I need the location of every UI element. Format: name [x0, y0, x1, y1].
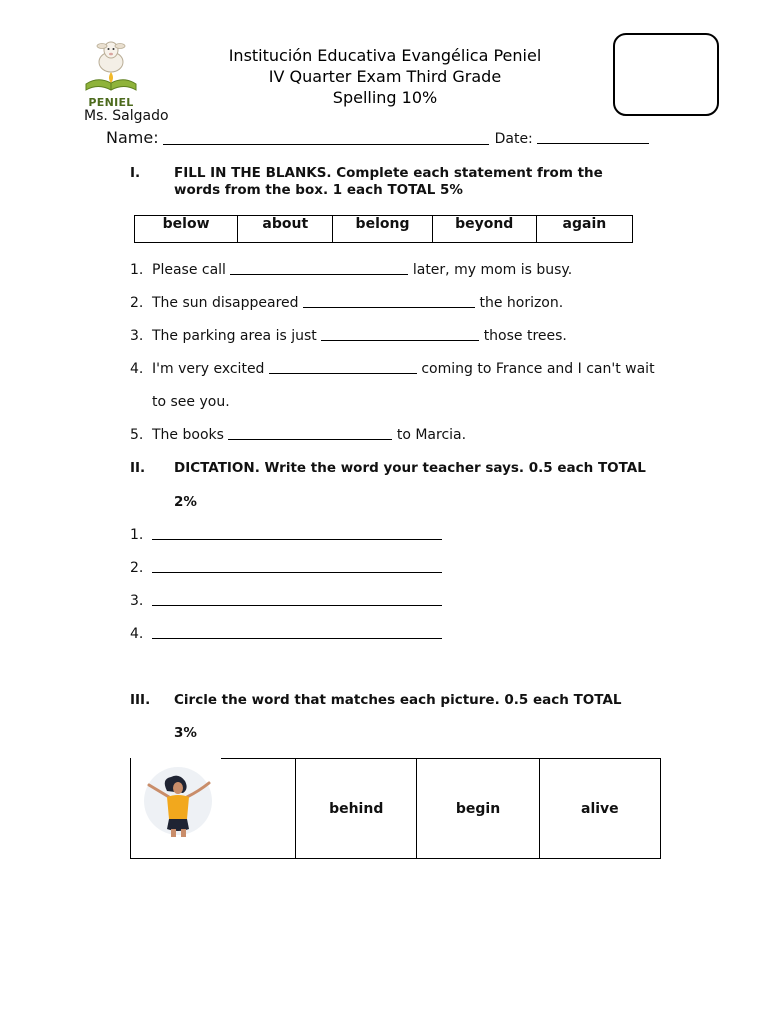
answer-blank[interactable]: [303, 295, 475, 308]
name-field[interactable]: [163, 130, 489, 145]
fill-item: [130, 361, 655, 377]
item-number: 5.: [130, 427, 144, 443]
picture-cell: [131, 759, 296, 858]
item-text-after: later, my mom is busy.: [412, 262, 573, 278]
logo-text: PENIEL: [88, 96, 134, 109]
section-2-instructions-cont: 2%: [174, 494, 197, 510]
item-text-before: The parking area is just: [152, 328, 317, 344]
item-number: 2.: [130, 295, 144, 311]
dictation-item: [130, 593, 442, 609]
school-logo: [80, 36, 142, 116]
option-cell[interactable]: alive: [581, 800, 619, 817]
answer-blank[interactable]: [269, 361, 417, 374]
item-number: 1.: [130, 262, 144, 278]
answer-blank[interactable]: [152, 560, 442, 573]
answer-blank[interactable]: [152, 593, 442, 606]
date-label: Date:: [494, 131, 533, 147]
item-text-before: I'm very excited: [152, 361, 265, 377]
section-1-number: I.: [130, 165, 141, 181]
item-number: 3.: [130, 593, 144, 609]
school-name: Institución Educativa Evangélica Peniel: [228, 46, 542, 65]
item-text-before: The books: [152, 427, 224, 443]
word-box-cell: below: [135, 216, 238, 242]
word-box-cell: again: [562, 216, 607, 232]
word-box-cell: about: [238, 216, 333, 242]
section-1-instructions: FILL IN THE BLANKS. Complete each statement from the words from the box. 1 each TOTAL 5%: [174, 165, 603, 198]
answer-blank[interactable]: [321, 328, 479, 341]
section-2-number: II.: [130, 460, 146, 476]
name-label: Name:: [106, 128, 159, 147]
exam-header: [170, 45, 600, 108]
word-box-cell: beyond: [433, 216, 537, 242]
picture-table: [130, 758, 661, 859]
grade-box[interactable]: [613, 33, 719, 116]
answer-blank[interactable]: [152, 527, 442, 540]
item-text-before: Please call: [152, 262, 226, 278]
item-number: 1.: [130, 527, 144, 543]
fill-item: [130, 295, 563, 311]
item-text-before: The sun disappeared: [152, 295, 299, 311]
item-number: 4.: [130, 626, 144, 642]
section-2-instructions: DICTATION. Write the word your teacher says. 0.5 each TOTAL: [174, 460, 646, 476]
item-continuation: to see you.: [152, 394, 230, 410]
item-text-after: to Marcia.: [396, 427, 467, 443]
name-date-row: [106, 128, 649, 147]
section-3-instructions: Circle the word that matches each picture. 0.5 each TOTAL: [174, 692, 622, 708]
teacher-name: Ms. Salgado: [84, 108, 169, 124]
section-3-instructions-cont: 3%: [174, 725, 197, 741]
item-number: 3.: [130, 328, 144, 344]
exam-subject: Spelling 10%: [332, 88, 438, 107]
fill-item: [130, 427, 466, 443]
answer-blank[interactable]: [230, 262, 408, 275]
date-field[interactable]: [537, 131, 649, 144]
item-number: 4.: [130, 361, 144, 377]
word-box: [134, 215, 633, 243]
item-text-after: those trees.: [483, 328, 567, 344]
answer-blank[interactable]: [152, 626, 442, 639]
dictation-item: [130, 626, 442, 642]
option-cell[interactable]: begin: [417, 759, 539, 858]
item-number: 2.: [130, 560, 144, 576]
section-3-number: III.: [130, 692, 151, 708]
woman-cheering-icon: [131, 757, 221, 841]
exam-title: IV Quarter Exam Third Grade: [268, 67, 502, 86]
item-text-after: the horizon.: [479, 295, 564, 311]
answer-blank[interactable]: [228, 427, 392, 440]
dictation-item: [130, 560, 442, 576]
dictation-item: [130, 527, 442, 543]
word-box-cell: belong: [333, 216, 432, 242]
option-cell[interactable]: behind: [296, 759, 417, 858]
item-text-after: coming to France and I can't wait: [421, 361, 655, 377]
fill-item: [130, 262, 572, 278]
fill-item: [130, 328, 567, 344]
